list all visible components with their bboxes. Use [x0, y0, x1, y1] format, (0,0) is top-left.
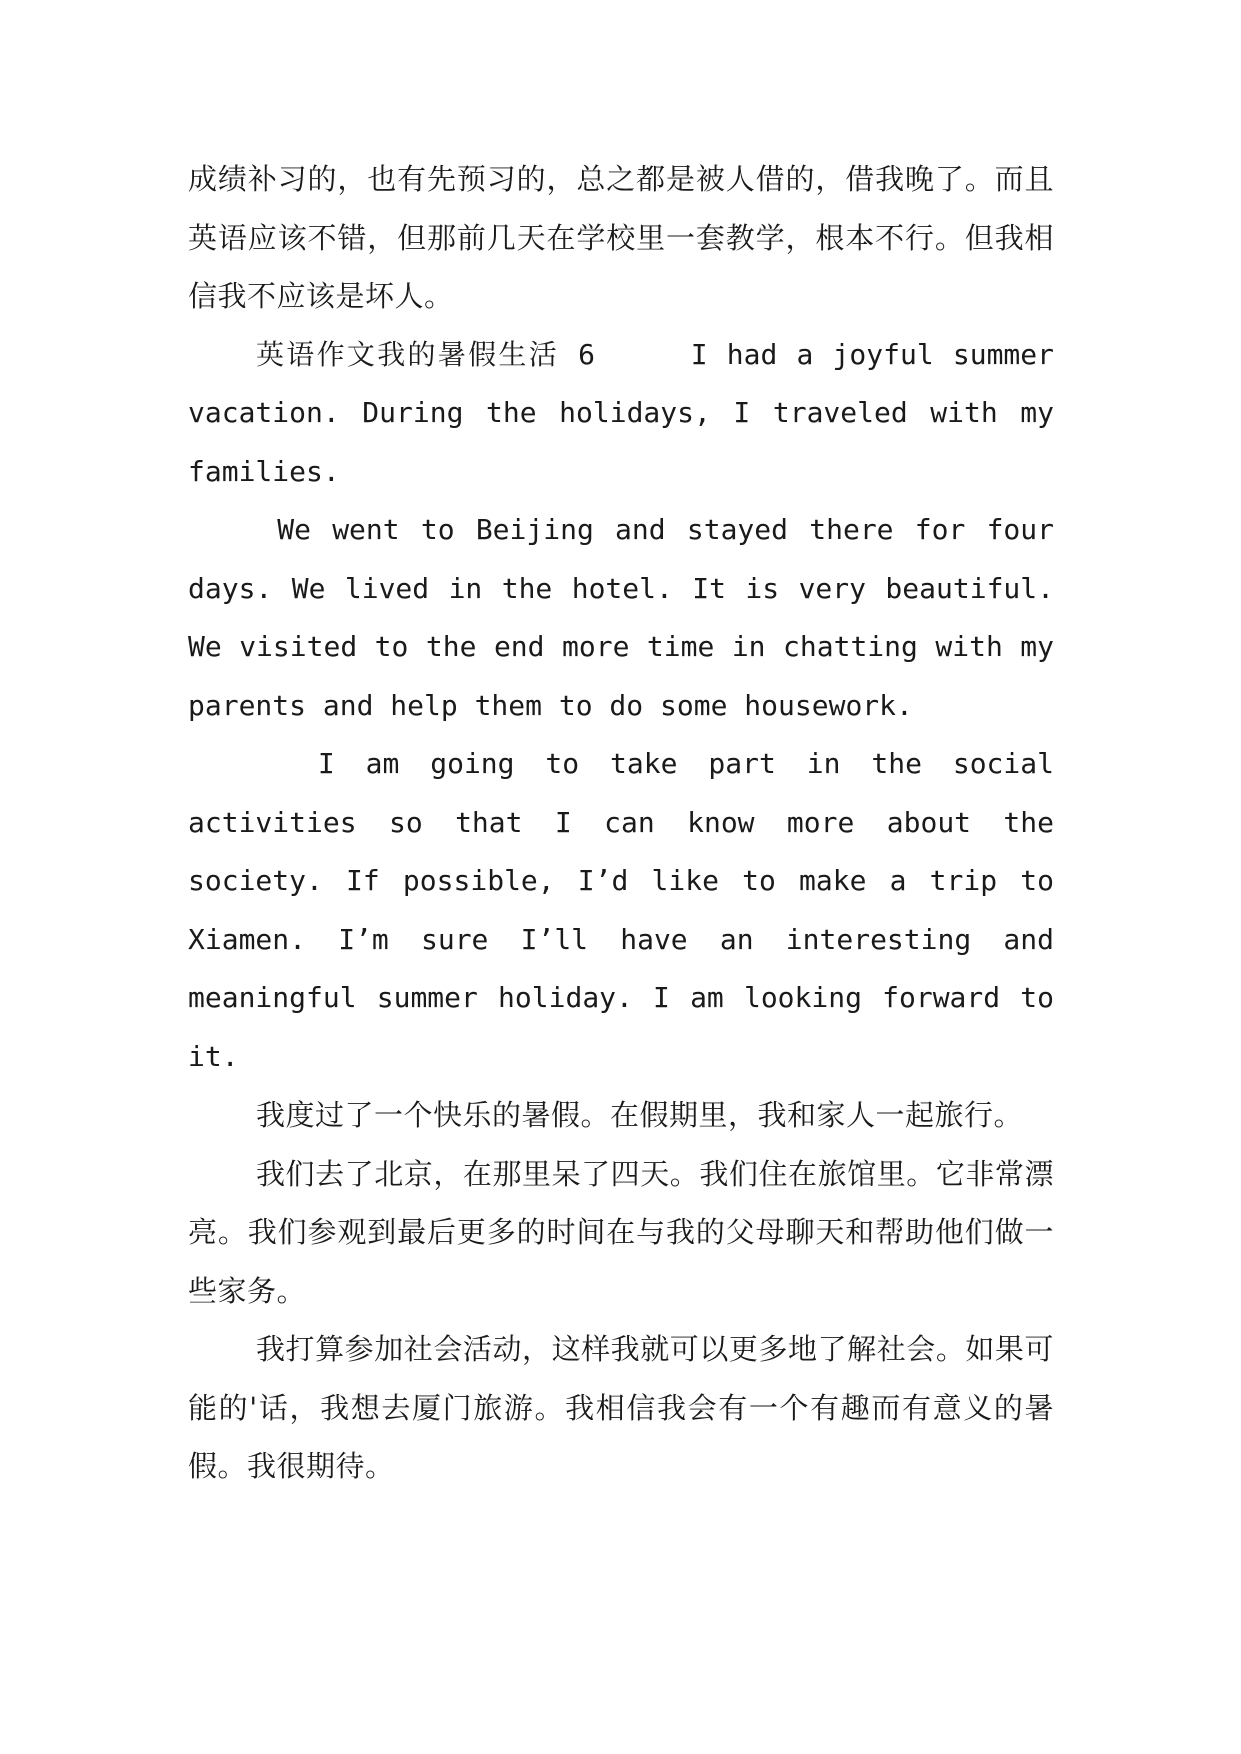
paragraph-social-english: I am going to take part in the social activities so that I can know more about the society. If possible, I’d like to make a trip to Xiamen. I’m sure I’ll have an interesting and meaningful summer holiday. I am looking forward to it.: [188, 747, 1071, 1073]
paragraph-beijing-english: We went to Beijing and stayed there for four days. We lived in the hotel. It is very beautiful. We visited to the end more time in chatting with my parents and help them to do some housework.: [188, 513, 1071, 722]
paragraph-continuation: 成绩补习的，也有先预习的，总之都是被人借的，借我晚了。而且英语应该不错，但那前几天在学校里一套教学，根本不行。但我相信我不应该是坏人。: [188, 162, 1054, 313]
paragraph-essay-6-intro: 英语作文我的暑假生活 6 I had a joyful summer vacation. During the holidays, I traveled with my families.: [188, 337, 1071, 488]
paragraph-social-chinese: 我打算参加社会活动，这样我就可以更多地了解社会。如果可能的'话，我想去厦门旅游。我相信我会有一个有趣而有意义的暑假。我很期待。: [188, 1332, 1054, 1483]
paragraph-vacation-chinese: 我度过了一个快乐的暑假。在假期里，我和家人一起旅行。: [256, 1098, 1024, 1132]
paragraph-beijing-chinese: 我们去了北京，在那里呆了四天。我们住在旅馆里。它非常漂亮。我们参观到最后更多的时间在与我的父母聊天和帮助他们做一些家务。: [188, 1156, 1054, 1308]
document-body: [188, 150, 1071, 1496]
